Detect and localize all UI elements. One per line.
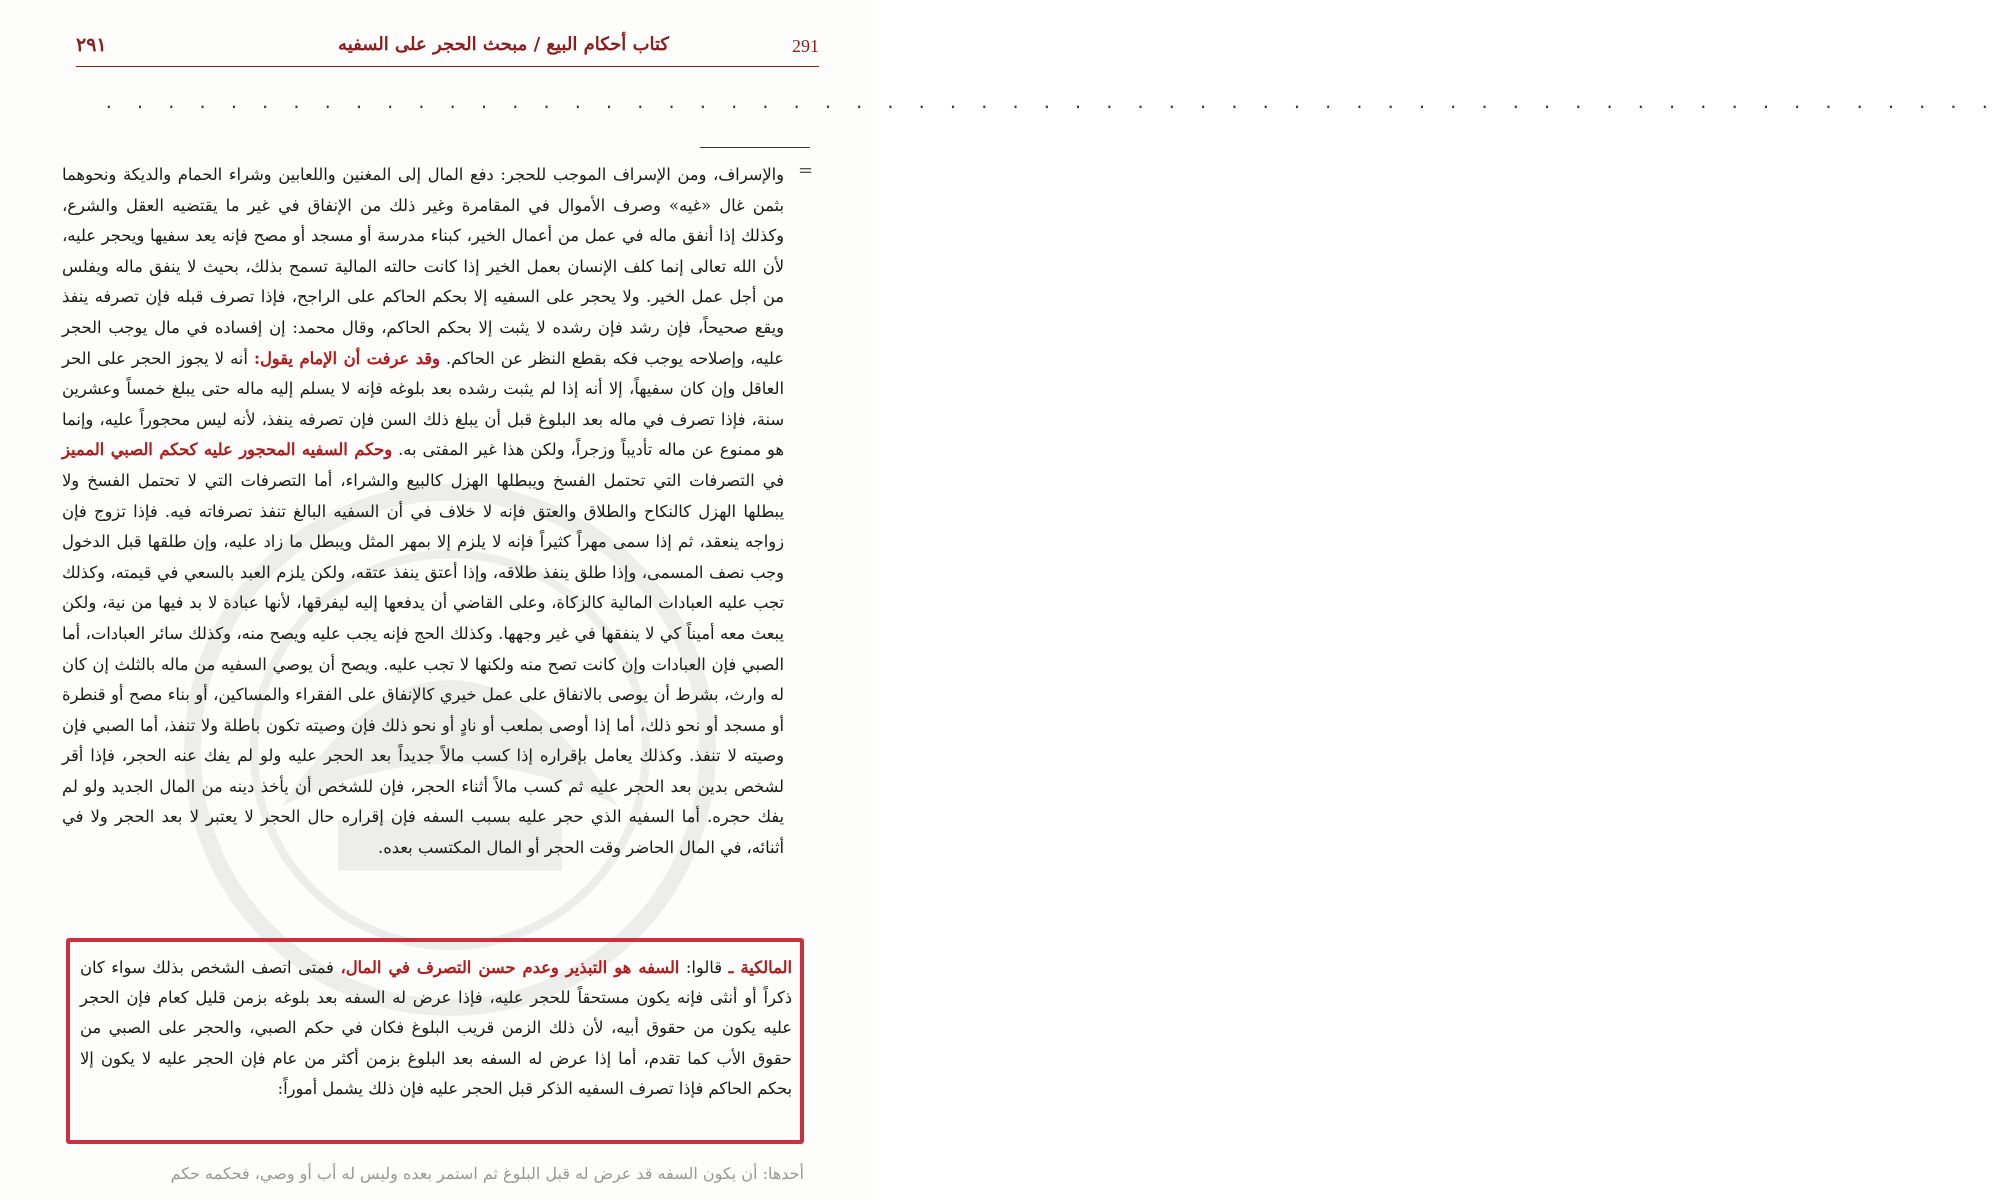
paragraph-text: أنه لا يجوز الحجر على الحر العاقل وإن كان سفيهاً، إلا أنه إذا لم يثبت رشده بعد بلوغه فإنه لا يسلم إليه ماله حتى يبلغ خمساً وعشرين سنة، فإذا تصرف في ماله بعد البلوغ قبل أن يبلغ ذلك السن فإن تصرفه ينفذ، لأنه ليس محجوراً عليه، وإنما هو ممنوع عن ماله تأديباً وزجراً، ولكن هذا غير المفتى به.: [62, 348, 784, 460]
school-name: المالكية ـ: [728, 958, 792, 977]
cut-off-line: أحدها: أن يكون السفه قد عرض له قبل البلوغ ثم استمر بعده وليس له أب أو وصي، فحكمه حكم: [170, 1164, 804, 1183]
continuation-mark: =: [798, 160, 814, 181]
page-number-latin: 291: [792, 36, 819, 56]
maliki-section: [80, 953, 792, 1104]
definition-phrase: السفه هو التبذير وعدم حسن التصرف في المال،: [340, 958, 680, 977]
footnote-body: [62, 160, 784, 864]
running-title: كتاب أحكام البيع / مبحث الحجر على السفيه: [338, 34, 669, 55]
page-number-arabic: ٢٩١: [76, 34, 107, 56]
page-header: [76, 30, 819, 67]
separator-dots: . . . . . . . . . . . . . . . . . . . . . . . . . . . . . . . . . . . . . . . . . . . . . . . . . . . . . . . . . . . . .: [104, 93, 1996, 112]
said-label: قالوا:: [685, 958, 723, 977]
paragraph-text: فمتى اتصف الشخص بذلك سواء كان ذكراً أو أنثى فإنه يكون مستحقاً للحجر عليه، فإذا عرض له السفه بعد بلوغه بزمن قليل كعام فإن الحجر عليه يكون من حقوق أبيه، لأن ذلك الزمن قريب البلوغ فكان في حكم الصبي، والحجر على الصبي من حقوق الأب كما تقدم، أما إذا عرض له السفه بعد البلوغ بزمن أكثر من عام فإن الحجر عليه لا يكون إلا بحكم الحاكم فإذا تصرف السفيه الذكر قبل الحجر عليه فإن ذلك يشمل أموراً:: [80, 958, 792, 1098]
highlighted-phrase: وحكم السفيه المحجور عليه كحكم الصبي المميز: [62, 440, 393, 460]
paragraph-text: في التصرفات التي تحتمل الفسخ ويبطلها الهزل كالبيع والشراء، أما التصرفات التي لا تحتمل الفسخ ولا يبطلها الهزل كالنكاح والطلاق والعتق فإنه لا خلاف في أن السفيه البالغ تنفذ تصرفاته فيه. فإذا تزوج فإن زواجه ينعقد، ثم إذا سمى مهراً كثيراً فإنه لا يلزم إلا بمهر المثل ويبطل ما زاد عليه، وإن طلقها قبل الدخول وجب نصف المسمى، وإذا طلق ينفذ طلاقه، وإذا أعتق ينفذ عتقه، ولكن يلزم العبد بالسعي في قيمته، وكذلك تجب عليه العبادات المالية كالزكاة، وعلى القاضي أن يدفعها إليه ليفرقها، لأنها عبادة لا بد فيها من نية، ولكن يبعث معه أميناً كي لا ينفقها في غير وجهها. وكذلك الحج فإنه يجب عليه ويصح منه، وكذلك سائر العبادات، أما الصبي فإن العبادات وإن كانت تصح منه ولكنها لا تجب عليه. ويصح أن يوصي السفيه من ماله بالثلث إن كان له وارث، بشرط أن يوصى بالانفاق على عمل خيري كالإنفاق على الفقراء والمساكين، أو بناء مصح أو قنطرة أو مسجد أو نحو ذلك، أما إذا أوصى بملعب أو نادٍ أو نحو ذلك فإن وصيته تكون باطلة ولا تنفذ، أما الصبي فإن وصيته لا تنفذ. وكذلك يعامل بإقراره إذا كسب مالاً جديداً بعد الحجر عليه ولو لم يفك عنه الحجر، فإذا أقر لشخص بدين بعد الحجر عليه ثم كسب مالاً أثناء الحجر، فإن للشخص أن يأخذ دينه من المال الجديد ولو لم يفك حجره. أما السفيه الذي حجر عليه بسبب السفه فإن إقراره حال الحجر لا يعتبر لا بعد الحجر ولا في أثنائه، في المال الحاضر وقت الحجر أو المال المكتسب بعده.: [62, 470, 784, 858]
highlighted-phrase: وقد عرفت أن الإمام يقول:: [253, 348, 440, 368]
footnote-rule: [700, 147, 810, 148]
paragraph-text: والإسراف، ومن الإسراف الموجب للحجر: دفع المال إلى المغنين واللعابين وشراء الحمام والديكة ونحوهما بثمن غال «غيه» وصرف الأموال في المقامرة وغير ذلك من الإنفاق في غير ما يقتضيه العقل والشرع، وكذلك إذا أنفق ماله في عمل من أعمال الخير، كبناء مدرسة أو مسجد أو مصح فإنه يعد سفيها ويحجر عليه، لأن الله تعالى إنما كلف الإنسان بعمل الخير إذا كانت حالته المالية تسمح بذلك، بحيث لا ينفق ماله ويفلس من أجل عمل الخير. ولا يحجر على السفيه إلا بحكم الحاكم على الراجح، فإذا تصرف قبله فإن تصرفه ينفذ ويقع صحيحاً، فإن رشد فإن رشده لا يثبت إلا بحكم الحاكم، وقال محمد: إن إفساده في مال يوجب الحجر عليه، وإصلاحه يوجب فكه بقطع النظر عن الحاكم.: [62, 165, 785, 368]
